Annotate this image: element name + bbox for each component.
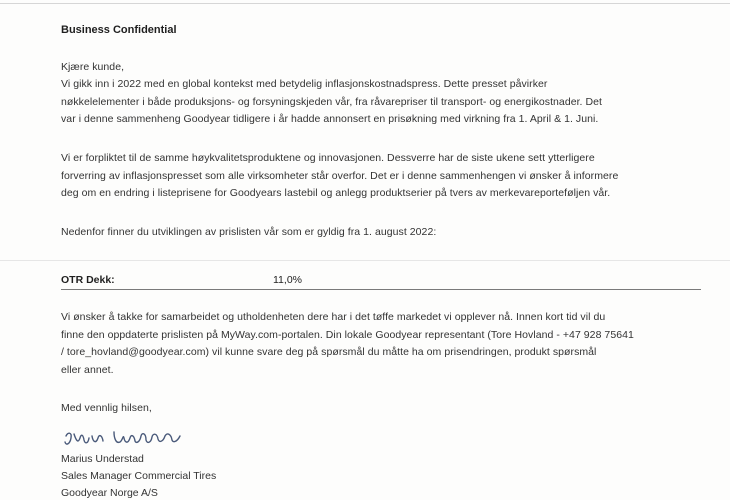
salutation [61, 59, 673, 77]
paragraph-thanks [61, 309, 673, 379]
signer-name: Marius Understad [61, 453, 144, 465]
signer-company: Goodyear Norge A/S [61, 487, 158, 499]
paragraph-line: finne den oppdaterte prislisten på MyWay.com-portalen. Din lokale Goodyear representant (Tore Hovland - +47 928 75641 [61, 328, 634, 341]
paragraph-line: nøkkelelementer i både produksjons- og forsyningskjeden vår, fra råvarepriser til transport- og energikostnader. Det [61, 95, 602, 108]
scan-artifact [0, 260, 730, 261]
paragraph-line: forverring av inflasjonspresset som alle virksomheter står overfor. Det er i denne sammenhengen vi ønsker å informere [61, 169, 619, 182]
paragraph-line: Vi er forpliktet til de samme høykvalitetsproduktene og innovasjonen. Dessverre har de siste ukene sett ytterligere [61, 152, 595, 164]
signer-title: Sales Manager Commercial Tires [61, 470, 217, 482]
paragraph-line: eller annet. [61, 363, 114, 376]
scan-artifact [0, 3, 730, 4]
paragraph-intro [61, 76, 673, 129]
paragraph-line: Vi ønsker å takke for samarbeidet og utholdenheten dere har i det tøffe markedet vi opplever nå. Innen kort tid vil du [61, 311, 606, 323]
paragraph-line: Nedenfor finner du utviklingen av prislisten vår som er gyldig fra 1. august 2022: [61, 226, 437, 238]
paragraph-line: deg om en endring i listeprisene for Goodyears lastebil og anlegg produktserier på tvers av merkevareporteføljen vår. [61, 187, 611, 199]
price-row-value: 11,0% [273, 274, 302, 286]
closing [61, 400, 673, 418]
paragraph-line: Vi gikk inn i 2022 med en global kontekst med betydelig inflasjonskostnadspress. Dette presset påvirker [61, 78, 548, 90]
price-row-label: OTR Dekk: [61, 274, 115, 286]
paragraph-pricelist-intro [61, 224, 673, 242]
table-rule [61, 289, 701, 290]
signer-block [61, 451, 216, 500]
salutation-text: Kjære kunde, [61, 61, 125, 73]
handwritten-signature [62, 424, 192, 452]
closing-text: Med vennlig hilsen, [61, 402, 152, 414]
price-change-row [61, 272, 701, 290]
paragraph-line: / tore_hovland@goodyear.com) vil kunne svare deg på spørsmål du måtte ha om prisendringen, produkt spørsmål [61, 346, 597, 358]
paragraph-line: var i denne sammenheng Goodyear tidligere i år hadde annonsert en prisøkning med virkning fra 1. April & 1. Juni. [61, 113, 599, 125]
document-heading: Business Confidential [61, 24, 177, 36]
paragraph-commitment [61, 150, 673, 203]
